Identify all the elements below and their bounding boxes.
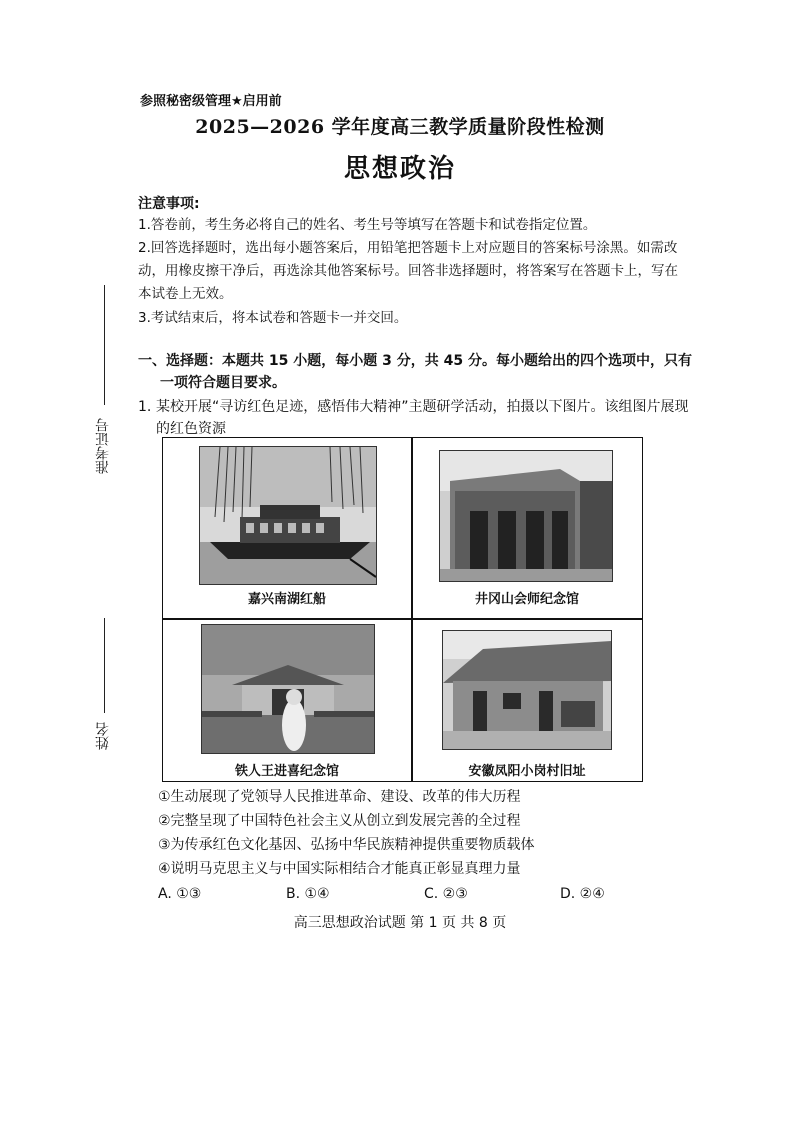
image-cell-red-boat <box>163 438 411 618</box>
image-caption: 安徽凤阳小岗村旧址 <box>468 764 586 779</box>
exam-id-line <box>104 285 105 405</box>
image-grid <box>162 437 643 782</box>
secret-mark: 参照秘密级管理★启用前 <box>140 94 282 109</box>
note-item: 3.考试结束后，将本试卷和答题卡一并交回。 <box>138 310 408 326</box>
subject-title: 思想政治 <box>343 154 456 184</box>
name-label: 姓名 <box>95 722 111 750</box>
statement-2: ②完整呈现了中国特色社会主义从创立到发展完善的全过程 <box>158 813 521 829</box>
section-text: 选择题：本题共 15 小题，每小题 3 分，共 45 分。每小题给出的四个选项中，只有一项符合题目要求。 <box>160 353 692 391</box>
question-stem <box>138 396 701 440</box>
exam-id-label: 准考证号 <box>95 418 111 474</box>
choice-b: B. ①④ <box>286 886 330 902</box>
section-number: 一、 <box>138 353 166 369</box>
statement-4: ④说明马克思主义与中国实际相结合才能真正彰显真理力量 <box>158 861 521 877</box>
choice-c: C. ②③ <box>424 886 468 902</box>
question-number: 1. <box>138 399 152 415</box>
image-caption: 嘉兴南湖红船 <box>247 592 326 607</box>
note-item: 1.答卷前，考生务必将自己的姓名、考生号等填写在答题卡和试卷指定位置。 <box>138 217 597 233</box>
note-item: 2.回答选择题时，选出每小题答案后，用铅笔把答题卡上对应题目的答案标号涂黑。如需改动，用橡皮擦干净后，再选涂其他答案标号。回答非选择题时，将答案写在答题卡上，写在本试卷上无效。 <box>138 240 678 302</box>
wang-jinxi-photo <box>201 624 375 754</box>
notes-heading: 注意事项: <box>138 196 200 212</box>
choice-d: D. ②④ <box>560 886 605 902</box>
name-line <box>104 618 105 713</box>
choice-a: A. ①③ <box>158 886 202 902</box>
page-footer: 高三思想政治试题 第 1 页 共 8 页 <box>293 915 507 931</box>
image-caption: 铁人王进喜纪念馆 <box>234 764 339 779</box>
image-cell-xiaogang <box>412 620 642 781</box>
image-cell-wang-jinxi <box>163 620 411 781</box>
statement-1: ①生动展现了党领导人民推进革命、建设、改革的伟大历程 <box>158 789 521 805</box>
image-caption: 井冈山会师纪念馆 <box>474 592 579 607</box>
section-heading <box>138 350 705 394</box>
statement-3: ③为传承红色文化基因、弘扬中华民族精神提供重要物质载体 <box>158 837 535 853</box>
question-text: 某校开展“寻访红色足迹，感悟伟大精神”主题研学活动，拍摄以下图片。该组图片展现的红色资源 <box>156 399 689 437</box>
xiaogang-photo <box>442 630 612 750</box>
jinggangshan-photo <box>439 450 613 582</box>
exam-title: 2025—2026 学年度高三教学质量阶段性检测 <box>195 116 605 138</box>
image-cell-jinggangshan <box>412 438 642 618</box>
red-boat-photo <box>199 446 377 585</box>
